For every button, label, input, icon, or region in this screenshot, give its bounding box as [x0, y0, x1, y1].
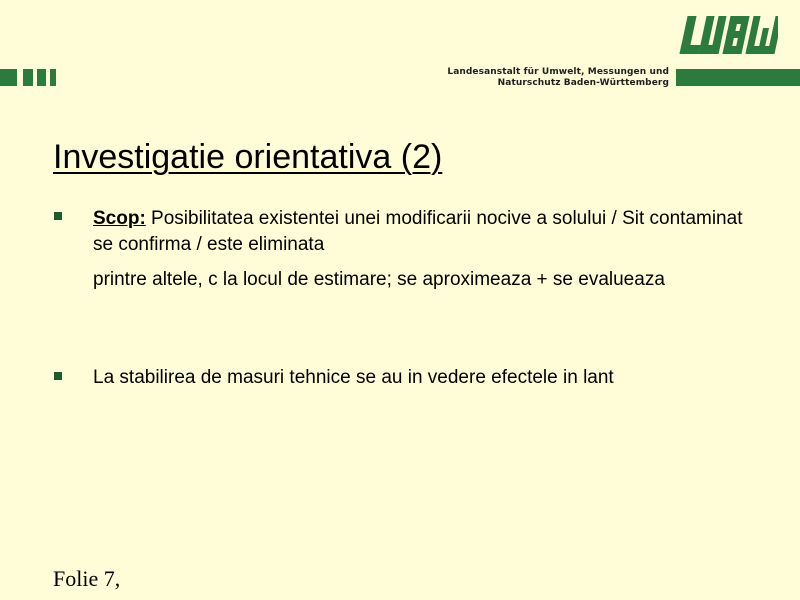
header-stripe-left: [23, 69, 33, 86]
slide-title: Investigatie orientativa (2): [53, 138, 443, 176]
bullet-1-text-a: Posibilitatea existentei unei modificarii nocive a solului / Sit contaminat se confirma / este eliminata: [93, 208, 743, 255]
slide-footer: Folie 7,: [53, 566, 121, 591]
header-stripe-left: [0, 69, 17, 86]
header-stripe-left: [37, 69, 46, 86]
bullet-1-continuation: printre altele, c la locul de estimare; se aproximeaza + se evalueaza: [93, 269, 665, 290]
organization-name: [447, 67, 669, 89]
bullet-marker: [54, 372, 62, 380]
organization-name-line-1: Landesanstalt für Umwelt, Messungen und: [447, 67, 669, 77]
lubw-logo: [676, 14, 778, 56]
bullet-2-text: La stabilirea de masuri tehnice se au in vedere efectele in lant: [93, 367, 614, 388]
scop-label: Scop:: [93, 208, 146, 229]
bullet-marker: [54, 212, 62, 220]
bullet-1-text: [93, 206, 763, 258]
organization-name-line-2: Naturschutz Baden-Württemberg: [497, 78, 669, 88]
header-stripe-left: [50, 69, 56, 86]
header-stripe-right: [676, 69, 800, 86]
